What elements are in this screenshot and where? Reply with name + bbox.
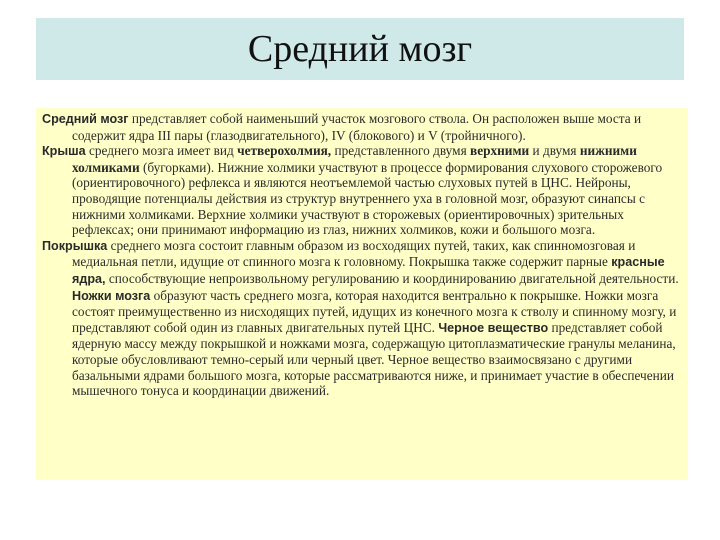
term-quadrigemina: четверохолмия, <box>237 143 332 159</box>
paragraph-tectum <box>42 143 684 238</box>
term-substantia-nigra: Черное вещество <box>438 320 549 335</box>
tectum-text-1: среднего мозга имеет вид <box>85 143 238 159</box>
term-lower-colliculi: нижними холмиками <box>72 143 637 175</box>
tectum-text-3: и двумя <box>529 143 580 159</box>
tectum-text-4: (бугорками). Нижние холмики участвуют в процессе формирования слухового сторожевого (ориентировочного) рефлекса и являются неотъемлемой частью слуховых путей в ЦНС. Нейроны, проводящие потенциалы действия из структур внутреннего уха в головной мозг, образуют синапсы с нижними холмиками. Верхние холмики участвуют в сторожевых (ориентировочных) зрительных рефлексах; они принимают информацию из глаз, нижних холмиков, кожи и большого мозга. <box>72 159 663 238</box>
paragraph-midbrain-text: представляет собой наименьший участок мозгового ствола. Он расположен выше моста и содержит ядра III пары (глазодвигательного), IV (блокового) и V (тройничного). <box>72 111 642 143</box>
title-bar <box>36 18 684 80</box>
paragraph-midbrain <box>42 111 684 143</box>
slide-title: Средний мозг <box>247 28 473 70</box>
paragraph-tegmentum <box>42 238 684 399</box>
tegmentum-text-4: представляет собой ядерную массу между покрышкой и ножками мозга, содержащую цитоплазматические гранулы меланина, которые обусловливают темно-серый или черный цвет. Черное вещество взаимосвязано с другими базальными ядрами большого мозга, которые рассматриваются ниже, и принимает участие в обеспечении мышечного тонуса и координации движений. <box>72 319 676 399</box>
text-box <box>36 108 688 480</box>
term-midbrain: Средний мозг <box>42 112 129 126</box>
tegmentum-text-3: образуют часть среднего мозга, которая находится вентрально к покрышке. Ножки мозга состоят преимущественно из нисходящих путей, идущих из конечного мозга к стволу и спинному мозгу, и представляют собой один из главных двигательных путей ЦНС. <box>72 287 677 335</box>
term-tegmentum: Покрышка <box>42 238 108 253</box>
term-tectum: Крыша <box>42 144 86 159</box>
term-upper: верхними <box>470 143 530 159</box>
tegmentum-text-2: способствующие непроизвольному регулированию и координированию двигательной деятельности. <box>105 270 679 286</box>
tectum-text-2: представленного двумя <box>331 143 471 159</box>
term-red-nuclei: красные ядра, <box>72 255 665 286</box>
term-cerebral-peduncles: Ножки мозга <box>72 288 151 303</box>
tegmentum-text-1: среднего мозга состоит главным образом из восходящих путей, таких, как спинномозговая и медиальная петли, идущие от спинного мозга к головному. Покрышка также содержит парные <box>72 237 636 270</box>
